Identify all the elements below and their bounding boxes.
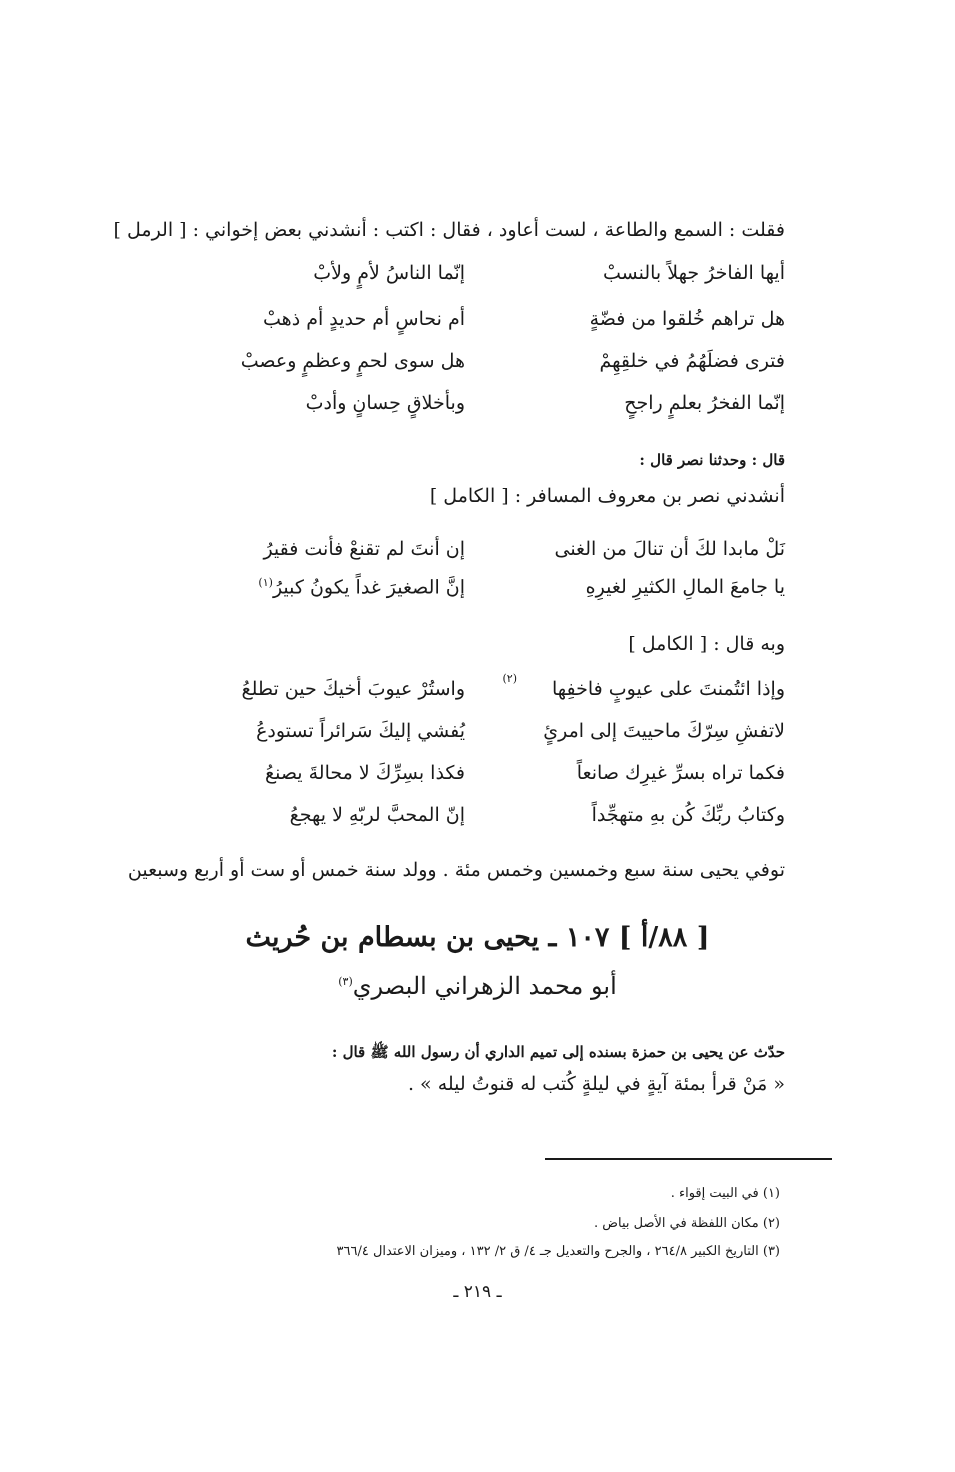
page-number: ـ ٢١٩ ـ [453,1282,502,1302]
hemistich-second: وبأخلاقٍ حِسانٍ وأدبْ [305,392,465,414]
hemistich-first: يا جامعَ المالِ الكثيرِ لغيرِهِ [585,576,785,598]
hadith-text: « مَنْ قرأ بمئة آيةٍ في ليلةٍ كُتب له قنوتُ ليله » . [407,1073,785,1095]
poem3-verse-1 [165,678,785,712]
hemistich-first: وكتابُ ربِّكَ كُن بهِ متهجِّداً [591,804,785,826]
entry-heading: [ ٨٨/أ ] ١٠٧ ـ يحيى بن بسطام بن حُريث [245,922,710,953]
death-line: توفي يحيى سنة سبع وخمسين وخمس مئة . وولد سنة خمس أو ست أو أربع وسبعين [127,859,785,881]
footnote-rule [545,1158,832,1160]
hemistich-first: فترى فضلَهُمُ في خلقِهِمْ [599,350,785,372]
anshadani-line: أنشدني نصر بن معروف المسافر : [ الكامل ] [429,485,785,507]
narration-line: قال : وحدثنا نصر قال : [639,451,785,469]
poem2-verse-2 [165,576,785,610]
footnote-marker: (٢) [502,672,517,685]
footnote-2: (٢) مكان اللفظة في الأصل بياض . [594,1216,780,1231]
poem3-verse-2 [165,720,785,754]
entry-subheading [0,972,955,1000]
poem1-verse-4 [165,392,785,426]
hemistich-first: لاتفشِ سِرّكَ ماحييتَ إلى امرئٍ [543,720,785,742]
poem3-verse-4 [165,804,785,838]
hemistich-first: هل تراهم خُلقوا من فضّةٍ [589,308,785,330]
poem1-verse-2 [165,308,785,342]
hemistich-text: وإذا ائتُمنتَ على عيوبٍ فاخفِها [551,678,785,700]
hemistich-second: فكذا بسِرِّكَ لا محالةَ يصنعُ [264,762,465,784]
poem1-verse-1 [165,262,785,296]
subheading-text: أبو محمد الزهراني البصري [352,972,617,1000]
poem1-verse-3 [165,350,785,384]
hemistich-second [185,576,465,598]
hemistich-first: نَلْ مابدا لكَ أن تنالَ من الغنى [554,538,785,560]
hemistich-second: إنّما الناسُ لأمٍ ولأبْ [313,262,465,284]
hemistich-first: أيها الفاخرُ جهلاً بالنسبْ [603,262,785,284]
footnote-marker: (٣) [338,975,353,988]
hemistich-first: إنّما الفخرُ بعلمٍ راجحٍ [624,392,785,414]
hemistich-first [515,678,785,700]
wabihi-line: وبه قال : [ الكامل ] [628,633,785,655]
hemistich-second: واستُرْ عيوبَ أخيكَ حين تطلعُ [241,678,465,700]
poem2-verse-1 [165,538,785,572]
hemistich-second: أم نحاسٍ أم حديدٍ أم ذهبْ [263,308,465,330]
hemistich-second: إنّ المحبَّ لربّهِ لا يهجعُ [289,804,465,826]
intro-line: فقلت : السمع والطاعة ، لست أعاود ، فقال : اكتب : أنشدني بعض إخواني : [ الرمل ] [113,219,785,241]
hemistich-second: يُفشي إليكَ سَرائراً تستودعُ [256,720,465,742]
hemistich-first: فكما تراه بسرِّ غيرِك صانعاً [576,762,785,784]
hemistich-second: إن أنتَ لم تقنعْ فأنت فقيرُ [263,538,465,560]
poem3-verse-3 [165,762,785,796]
footnote-marker: (١) [258,576,273,589]
hadith-intro: حدّث عن يحيى بن حمزة بسنده إلى تميم الداري أن رسول الله ﷺ قال : [331,1043,785,1061]
hemistich-text: إنَّ الصغيرَ غداً يكونُ كبيرُ [272,576,465,599]
footnote-3: (٣) التاريخ الكبير ٢٦٤/٨ ، والجرح والتعديل جـ ٤/ ق ٢/ ١٣٢ ، وميزان الاعتدال ٣٦٦/٤ [336,1244,780,1259]
footnote-1: (١) في البيت إقواء . [670,1186,780,1201]
hemistich-second: هل سوى لحمٍ وعظمٍ وعصبْ [240,350,465,372]
